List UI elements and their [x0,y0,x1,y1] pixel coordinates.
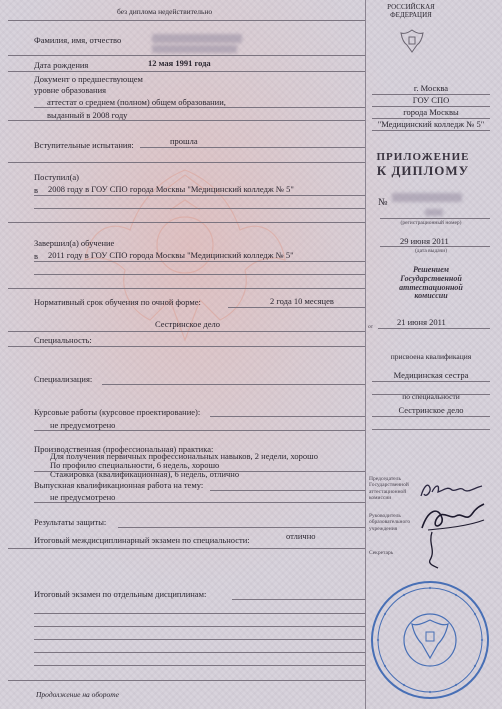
divider [380,246,490,247]
term-label: Нормативный срок обучения по очной форме: [34,297,201,307]
divider [34,639,365,640]
divider [372,381,490,382]
divider [118,527,365,528]
issue-date: 29 июня 2011 [400,236,449,246]
speciality-value: Сестринское дело [155,319,221,329]
divider [34,613,365,614]
country-label [376,4,446,19]
divider [8,55,365,56]
divider [372,416,490,417]
chair-caption-1: Председатель [369,476,401,482]
chair-caption-3: аттестационной [369,488,407,495]
fio-label: Фамилия, имя, отчество [34,35,122,45]
chair-caption-4: комиссии [369,494,392,501]
redacted-number [392,193,462,202]
divider [210,490,365,491]
finished-in: в [34,251,39,261]
number-sign: № [378,197,388,208]
final-exam-label: Итоговый междисциплинарный экзамен по специальности: [34,535,250,545]
birth-value: 12 мая 1991 года [148,58,211,68]
divider [34,274,365,275]
title-line-1: ПРИЛОЖЕНИЕ [376,151,470,163]
final-exams-label: Итоговый экзамен по отдельным дисциплинам: [34,589,207,599]
practice-label: Производственная (профессиональная) практика: [34,444,214,454]
divider [372,130,490,131]
coat-of-arms-icon [398,27,426,55]
divider [232,599,365,600]
divider [228,307,365,308]
finished-value: 2011 году в ГОУ СПО города Москвы "Медицинский колледж № 5" [48,250,294,260]
head-caption [369,513,410,532]
country-text: РОССИЙСКАЯ ФЕДЕРАЦИЯ [387,3,435,19]
title-line-2: К ДИПЛОМУ [376,162,470,178]
qualification-label: присвоена квалификация [390,352,472,361]
qualification-value: Медицинская сестра [393,370,469,380]
finished-label: Завершил(а) обучение [34,238,115,248]
divider [380,218,490,219]
doc-label-2: уровне образования [34,85,107,95]
speciality-value-right: Сестринское дело [398,405,464,415]
decision-block [372,266,490,301]
decision-line-4: комиссии [414,291,448,301]
decision-line-3: аттестационной [399,282,463,292]
thesis-label: Выпускная квалификационная работа на тему: [34,480,204,490]
divider [102,384,365,385]
decision-line-1: Решением [412,265,450,274]
thesis-value: не предусмотрено [50,492,116,502]
org-line-3: "Медицинский колледж № 5" [377,119,485,129]
secretary-caption: Секретарь [369,550,394,556]
divider [34,261,365,262]
divider [210,416,365,417]
doc-label-1: Документ о предшествующем [34,74,143,84]
coursework-label: Курсовые работы (курсовое проектирование): [34,407,201,417]
redacted-number [425,209,443,216]
column-separator [365,0,366,709]
term-value: 2 года 10 месяцев [270,296,334,306]
decision-line-2: Государственной [400,273,462,283]
chair-caption-2: Государственной [369,482,409,489]
redacted-name [152,34,242,43]
specialization-label: Специализация: [34,374,93,384]
doc-value-1: аттестат о среднем (полном) общем образовании, [47,97,226,107]
org-line-2: города Москвы [403,107,459,117]
issue-caption: (дата выдачи) [414,248,448,254]
divider [34,626,365,627]
divider [34,502,365,503]
divider [34,652,365,653]
divider [8,548,365,549]
divider [8,346,365,347]
org-line-1: ГОУ СПО [412,95,450,105]
divider [8,222,365,223]
divider [8,120,365,121]
divider [378,328,490,329]
speciality-label: Специальность: [34,335,92,345]
coursework-value: не предусмотрено [50,420,116,430]
divider [34,208,365,209]
enrolled-label: Поступил(а) [34,172,79,182]
official-stamp-icon [368,578,492,702]
divider [34,665,365,666]
document-title [368,152,478,177]
divider [8,71,365,72]
exams-label: Вступительные испытания: [34,140,134,150]
head-caption-2: образовательного [369,519,411,526]
divider [8,680,365,681]
by-speciality: по специальности [402,392,460,401]
practice-value-3: Стажировка (квалификационная), 6 недель, отлично [50,469,240,479]
footer-text: Продолжение на обороте [36,690,119,699]
practice-value-2: По профилю специальности, 6 недель, хорошо [50,460,220,470]
exams-value: прошла [170,136,198,146]
divider [34,195,365,196]
divider [8,20,365,21]
notice-text: без диплома недействительно [117,7,213,16]
enrolled-value: 2008 году в ГОУ СПО города Москвы "Медицинский колледж № 5" [48,184,294,194]
divider [8,288,365,289]
divider [140,147,365,148]
enrolled-in: в [34,185,39,195]
doc-value-2: выданный в 2008 году [47,110,128,120]
head-caption-3: учреждения [369,525,398,532]
divider [372,429,490,430]
divider [34,430,365,431]
practice-value-1: Для получения первичных профессиональных навыков, 2 недели, хорошо [50,451,318,461]
city-text: г. Москва [413,83,449,93]
defense-label: Результаты защиты: [34,517,107,527]
reg-caption: (регистрационный номер) [400,220,462,226]
divider [34,107,365,108]
divider [34,471,365,472]
decision-date: 21 июня 2011 [397,317,446,327]
birth-label: Дата рождения [34,60,89,70]
divider [8,162,365,163]
chair-caption [369,476,409,501]
divider [8,331,365,332]
final-exam-value: отлично [286,531,316,541]
secretary-signature-icon [420,530,444,570]
redacted-name [152,45,237,53]
chair-signature-icon [418,478,488,502]
decision-from: от [368,324,374,330]
head-caption-1: Руководитель [369,513,401,519]
